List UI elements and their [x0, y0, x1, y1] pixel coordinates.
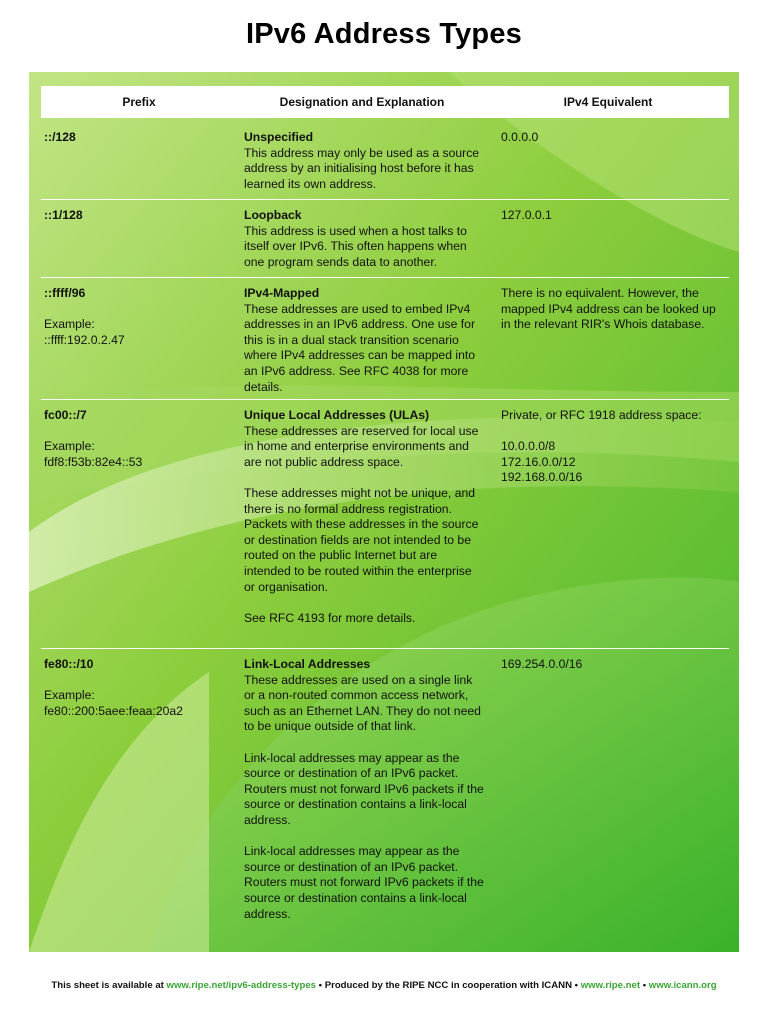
explanation-text: These addresses are reserved for local use in home and enterprise environments and are not public address space.	[244, 423, 479, 469]
prefix-cell: ::ffff/96	[44, 286, 86, 300]
column-header-designation: Designation and Explanation	[279, 95, 445, 109]
ipv4-equivalent: 169.254.0.0/16	[501, 657, 583, 671]
example-label: Example:	[44, 317, 95, 332]
footer-text: •	[640, 980, 649, 991]
prefix-cell: ::/128	[44, 130, 76, 144]
designation-title: Unspecified	[244, 130, 314, 144]
ipv4-range: 192.168.0.0/16	[501, 470, 583, 485]
ipv4-range: 172.16.0.0/12	[501, 454, 576, 469]
prefix-cell: fe80::/10	[44, 657, 94, 671]
explanation-text: These addresses are used on a single link or a non-routed common access network, such as an Ethernet LAN. They do not need to be unique outside of that link.	[244, 672, 481, 734]
explanation-text: Link-local addresses may appear as the source or destination of an IPv6 packet. Routers must not forward IPv6 packets if the source or destination contains a link-local address.	[244, 750, 484, 827]
address-table-panel	[29, 72, 739, 952]
ipv4-equivalent: 127.0.0.1	[501, 208, 552, 222]
designation-title: Link-Local Addresses	[244, 657, 371, 671]
example-address: fe80::200:5aee:feaa:20a2	[44, 703, 183, 718]
table-row-unspecified	[41, 124, 729, 200]
footer-text: This sheet is available at	[51, 980, 167, 991]
ipv4-range: 10.0.0.0/8	[501, 439, 556, 454]
explanation-text: See RFC 4193 for more details.	[244, 610, 416, 625]
table-row-link-local	[41, 651, 729, 941]
footer-link-icann[interactable]: www.icann.org	[648, 980, 717, 991]
footer-link-ipv6-address-types[interactable]: www.ripe.net/ipv6-address-types	[166, 980, 316, 991]
table-row-ipv4-mapped	[41, 280, 729, 400]
ipv4-equivalent: There is no equivalent. However, the mapped IPv4 address can be looked up in the relevant RIR's Whois database.	[501, 286, 716, 332]
column-header-prefix: Prefix	[122, 95, 156, 109]
page-title: IPv6 Address Types	[246, 18, 522, 50]
prefix-cell: ::1/128	[44, 208, 83, 222]
example-address: ::ffff:192.0.2.47	[44, 332, 125, 347]
explanation-text: Link-local addresses may appear as the source or destination of an IPv6 packet. Routers must not forward IPv6 packets if the source or destination contains a link-local address.	[244, 844, 484, 921]
column-header-ipv4: IPv4 Equivalent	[563, 95, 653, 109]
explanation-text: These addresses might not be unique, and there is no formal address registration. Packets with these addresses in the source or destination fields are not intended to be routed on the public Internet but are intended to be routed within the enterprise or organisation.	[244, 485, 479, 594]
example-label: Example:	[44, 439, 95, 454]
footer-link-ripe[interactable]: www.ripe.net	[580, 980, 641, 991]
explanation-text: This address is used when a host talks to itself over IPv6. This often happens when one program sends data to another.	[244, 223, 467, 269]
prefix-cell: fc00::/7	[44, 408, 87, 422]
explanation-text: These addresses are used to embed IPv4 addresses in an IPv6 address. One use for this is in a dual stack transition scenario where IPv4 addresses can be mapped into an IPv6 address. See RFC 4038 for more details.	[244, 301, 476, 394]
table-header	[41, 86, 729, 118]
table-row-loopback	[41, 202, 729, 278]
table-row-unique-local	[41, 402, 729, 649]
ipv4-equivalent: Private, or RFC 1918 address space:	[501, 408, 702, 422]
designation-title: IPv4-Mapped	[244, 286, 320, 300]
designation-title: Loopback	[244, 208, 302, 222]
example-address: fdf8:f53b:82e4::53	[44, 454, 143, 469]
ipv4-equivalent: 0.0.0.0	[501, 130, 539, 144]
designation-title: Unique Local Addresses (ULAs)	[244, 408, 430, 422]
footer	[0, 980, 768, 991]
explanation-text: This address may only be used as a source address by an initialising host before it has learned its own address.	[244, 145, 480, 191]
footer-text: • Produced by the RIPE NCC in cooperation with ICANN •	[316, 980, 581, 991]
example-label: Example:	[44, 688, 95, 703]
